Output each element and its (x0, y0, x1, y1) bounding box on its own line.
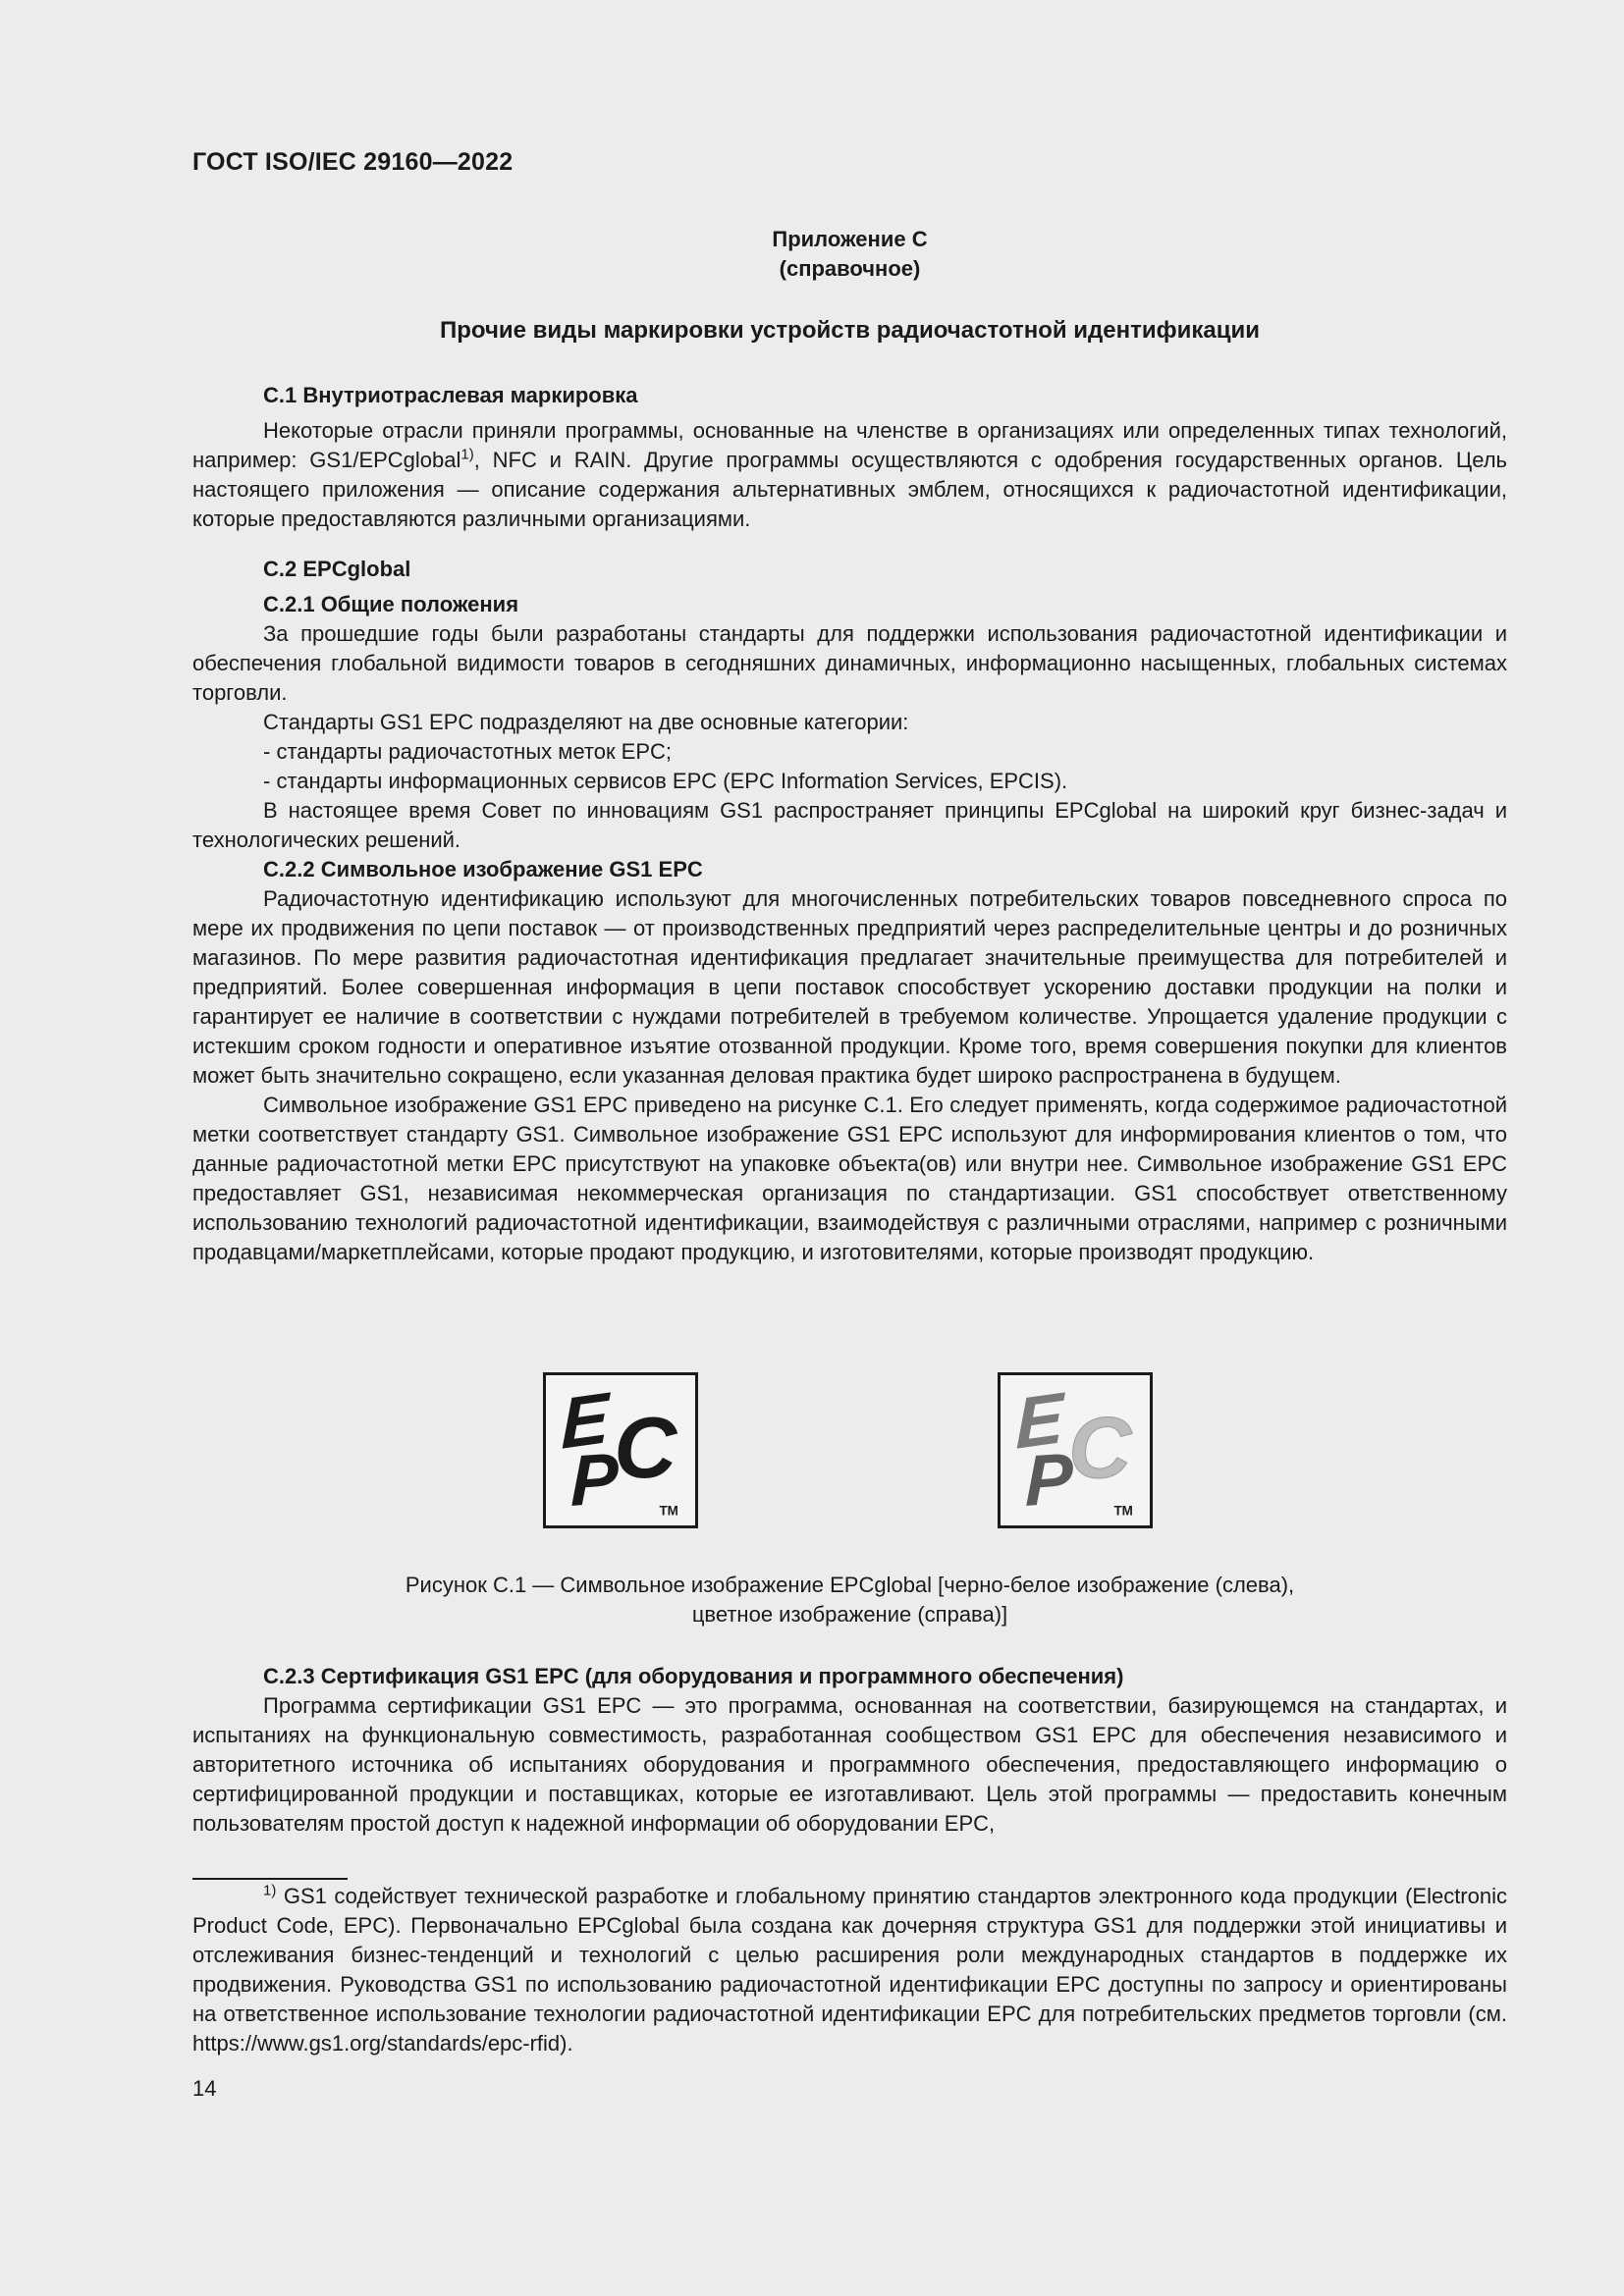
figure-caption-line-1: Рисунок С.1 — Символьное изображение EPCglobal [черно-белое изображение (слева), (405, 1573, 1295, 1597)
page-number: 14 (192, 2076, 217, 2101)
section-c21-heading: С.2.1 Общие положения (263, 592, 519, 616)
annex-label: Приложение С (772, 227, 928, 251)
section-c1 (192, 381, 1507, 534)
trademark-mark: TM (1113, 1503, 1133, 1519)
c21-paragraph-3: В настоящее время Совет по инновациям GS1 распространяет принципы EPCglobal на широкий круг бизнес-задач и технологических решений. (192, 798, 1507, 852)
c23-paragraph-1: Программа сертификации GS1 EPC — это программа, основанная на соответствии, базирующемся на стандартах, и испытаниях на функциональную совместимость, разработанная сообществом GS1 EPC для обеспечения независимого и авторитетного источника об испытаниях оборудования и программного обеспечения, предоставляющего информацию о сертифицированной продукции и поставщиках, которые ее изготавливают. Цель этой программы — предоставить конечным пользователям простой доступ к надежной информации об оборудовании EPC, (192, 1693, 1507, 1836)
c22-paragraph-1: Радиочастотную идентификацию используют для многочисленных потребительских товаров повседневного спроса по мере их продвижения по цепи поставок — от производственных предприятий через распределительные центры и до розничных магазинов. По мере развития радиочастотная идентификация предлагает значительные преимущества для потребителей и предприятий. Более совершенная информация в цепи поставок способствует ускорению доставки продукции на полки и гарантирует ее наличие в соответствии с нуждами потребителей в требуемом количестве. Упрощается удаление продукции с истекшим сроком годности и оперативное изъятие отозванной продукции. Кроме того, время совершения покупки для клиентов может быть значительно сокращено, если указанная деловая практика будет широко распространена в будущем. (192, 886, 1507, 1088)
section-c23 (192, 1662, 1507, 1839)
figure-caption-line-2: цветное изображение (справа)] (691, 1602, 1008, 1627)
document-code-header: ГОСТ ISO/IEC 29160—2022 (192, 148, 514, 176)
footnote (192, 1882, 1507, 2058)
figure-c1 (192, 1372, 1507, 1532)
footnote-ref: 1) (460, 446, 474, 463)
footnote-text: GS1 содействует технической разработке и глобальному принятию стандартов электронного кода продукции (Electronic Product Code, EPC). Первоначально EPCglobal была создана как дочерняя структура GS1 для поддержки этой инициативы и отслеживания бизнес-тенденций и технологий с целью расширения роли международных стандартов в поддержке их продвижения. Руководства GS1 по использованию радиочастотной идентификации EPC доступны по запросу и ориентированы на ответственное использование технологии радиочастотной идентификации EPC для потребительских предметов торговли (см. https://www.gs1.org/standards/epc-rfid). (192, 1884, 1507, 2056)
logo-letter-e: E (1015, 1376, 1064, 1465)
section-c23-heading: С.2.3 Сертификация GS1 EPC (для оборудования и программного обеспечения) (263, 1664, 1124, 1688)
figure-caption (192, 1571, 1507, 1629)
section-c1-paragraph (192, 416, 1507, 534)
epc-logo-bw-image (546, 1375, 695, 1525)
logo-letter-e: E (561, 1376, 610, 1465)
section-c1-heading: С.1 Внутриотраслевая маркировка (263, 383, 638, 407)
logo-letter-c: C (1068, 1398, 1132, 1496)
footnote-divider (192, 1878, 348, 1880)
section-c2-heading: С.2 EPCglobal (263, 557, 411, 581)
footnote-mark: 1) (263, 1882, 277, 1899)
c21-paragraph-2: Стандарты GS1 EPC подразделяют на две основные категории: (263, 710, 909, 734)
section-c2 (192, 555, 1507, 1267)
epc-logo-color-image (1001, 1375, 1150, 1525)
c1-text-b: , NFC и RAIN. Другие программы осуществляются с одобрения государственных органов. Цель настоящего приложения — описание содержания альтернативных эмблем, относящихся к радиочастотной идентификации, которые предоставляются различными организациями. (192, 448, 1508, 531)
section-c22-heading: С.2.2 Символьное изображение GS1 EPC (263, 857, 703, 881)
list-item: - стандарты информационных сервисов EPC (EPC Information Services, EPCIS). (263, 769, 1068, 793)
c22-paragraph-2: Символьное изображение GS1 EPC приведено на рисунке С.1. Его следует применять, когда содержимое радиочастотной метки соответствует стандарту GS1. Символьное изображение GS1 EPC используют для информирования клиентов о том, что данные радиочастотной метки EPC присутствуют на упаковке объекта(ов) или внутри нее. Символьное изображение GS1 EPC предоставляет GS1, независимая некоммерческая организация по стандартизации. GS1 способствует ответственному использованию технологий радиочастотной идентификации, взаимодействуя с различными отраслями, например с розничными продавцами/маркетплейсами, которые продают продукцию, и изготовителями, которые производят продукцию. (192, 1093, 1507, 1264)
trademark-mark: TM (659, 1503, 678, 1519)
logo-letter-c: C (614, 1398, 677, 1496)
c1-text-a: Некоторые отрасли приняли программы, основанные на членстве в организациях или определенных типах технологий, например: GS1/EPCglobal (192, 418, 1507, 472)
epc-logo-color (998, 1372, 1153, 1528)
logo-letter-p: P (570, 1437, 619, 1522)
list-item: - стандарты радиочастотных меток EPC; (263, 739, 673, 764)
epc-logo-black-white (543, 1372, 698, 1528)
annex-title: Прочие виды маркировки устройств радиочастотной идентификации (440, 317, 1260, 344)
logo-letter-p: P (1025, 1437, 1073, 1522)
c21-paragraph-1: За прошедшие годы были разработаны стандарты для поддержки использования радиочастотной идентификации и обеспечения глобальной видимости товаров в сегодняшних динамичных, информационно насыщенных, глобальных системах торговли. (192, 621, 1507, 705)
annex-type: (справочное) (779, 256, 921, 281)
annex-heading (192, 225, 1507, 284)
